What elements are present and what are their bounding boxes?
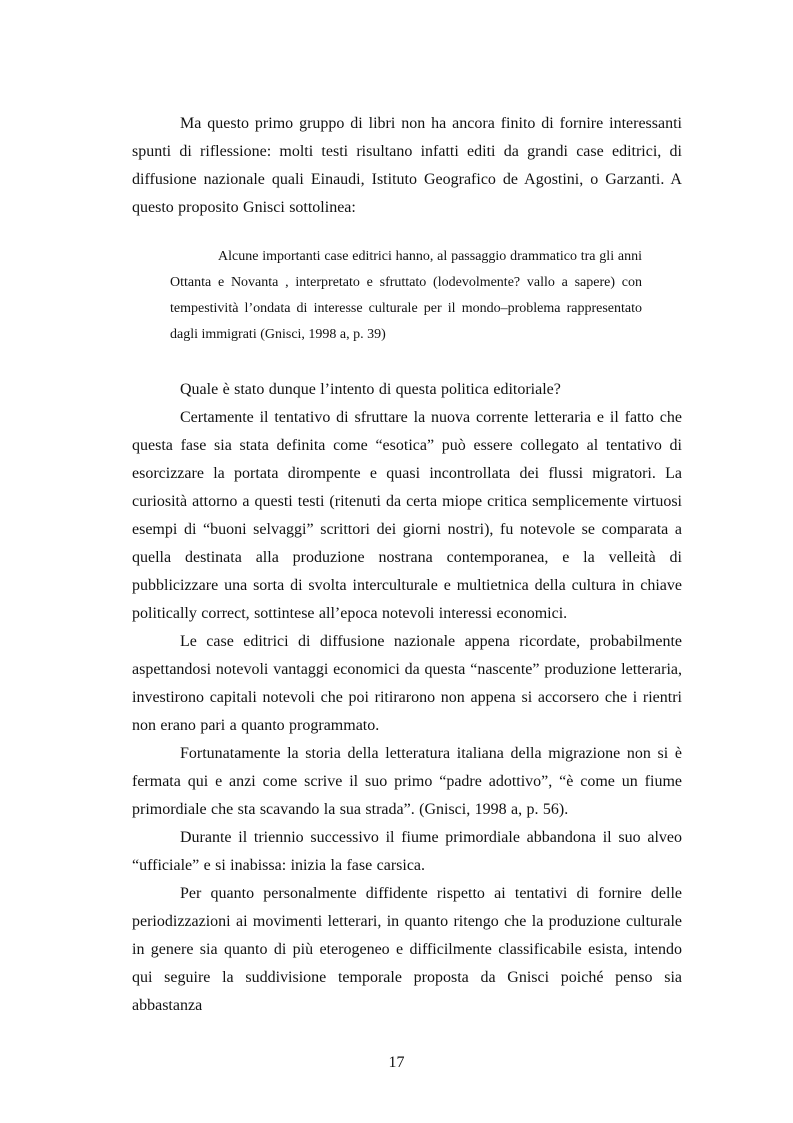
paragraph-question: Quale è stato dunque l’intento di questa politica editoriale?	[180, 381, 561, 398]
page-number: 17	[388, 1054, 405, 1071]
page-body	[132, 110, 682, 1020]
paragraph-river: Fortunatamente la storia della letteratura italiana della migrazione non si è fermata qui e anzi come scrive il suo primo “padre adottivo”, “è come un fiume primordiale che sta scavando la sua strada”. (Gnisci, 1998 a, p. 56).	[132, 745, 682, 818]
paragraph-exotic-phase: Certamente il tentativo di sfruttare la nuova corrente letteraria e il fatto che questa fase sia stata definita come “esotica” può essere collegato al tentativo di esorcizzare la portata dirompente e quasi incontrollata dei flussi migratori. La curiosità attorno a questi testi (ritenuti da certa miope critica semplicemente virtuosi esempi di “buoni selvaggi” scrittori dei giorni nostri), fu notevole se comparata a quella destinata alla produzione nostrana contemporanea, e la velleità di pubblicizzare una sorta di svolta interculturale e multietnica della cultura in chiave politically correct, sottintese all’epoca notevoli interessi economici.	[132, 409, 682, 622]
paragraph-publishers: Le case editrici di diffusione nazionale appena ricordate, probabilmente aspettandosi notevoli vantaggi economici da questa “nascente” produzione letteraria, investirono capitali notevoli che poi ritirarono non appena si accorsero che i rientri non erano pari a quanto programmato.	[132, 633, 682, 734]
paragraph-intro: Ma questo primo gruppo di libri non ha ancora finito di fornire interessanti spunti di riflessione: molti testi risultano infatti editi da grandi case editrici, di diffusione nazionale quali Einaudi, Istituto Geografico de Agostini, o Garzanti. A questo proposito Gnisci sottolinea:	[132, 115, 682, 216]
paragraph-periodization: Per quanto personalmente diffidente rispetto ai tentativi di fornire delle periodizzazioni ai movimenti letterari, in quanto ritengo che la produzione culturale in genere sia quanto di più eterogeneo e difficilmente classificabile esista, intendo qui seguire la suddivisione temporale proposta da Gnisci poiché penso sia abbastanza	[132, 885, 682, 1014]
paragraph-karst-phase: Durante il triennio successivo il fiume primordiale abbandona il suo alveo “ufficiale” e si inabissa: inizia la fase carsica.	[132, 829, 682, 874]
block-quote: Alcune importanti case editrici hanno, al passaggio drammatico tra gli anni Ottanta e Novanta , interpretato e sfruttato (lodevolmente? vallo a sapere) con tempestività l’ondata di interesse culturale per il mondo–problema rappresentato dagli immigrati (Gnisci, 1998 a, p. 39)	[170, 249, 642, 342]
